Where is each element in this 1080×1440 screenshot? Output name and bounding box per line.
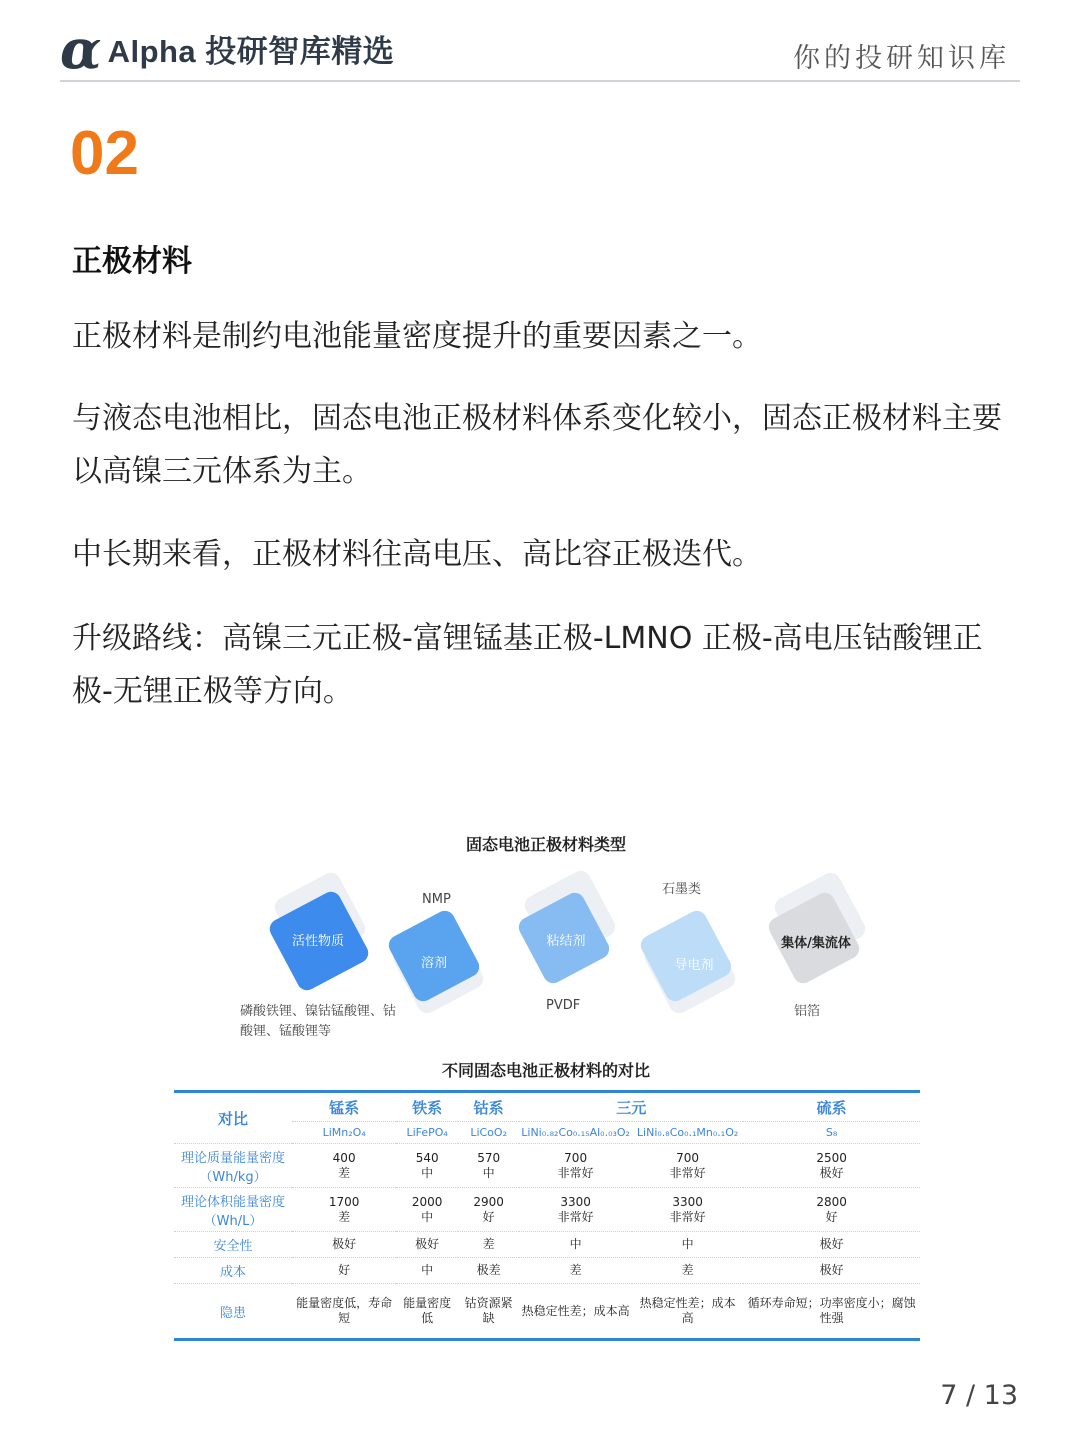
paragraph-2: 与液态电池相比，固态电池正极材料体系变化较小，固态正极材料主要以高镍三元体系为主。: [72, 401, 1002, 489]
table-cell: 差: [458, 1232, 519, 1258]
table-cell: 400 差: [292, 1144, 396, 1188]
table-cell: 循环寿命短；功率密度小；腐蚀性强: [743, 1284, 920, 1340]
note-solvent: NMP: [422, 892, 451, 907]
note-collector: 铝箔: [794, 1004, 821, 1019]
shape-label-solvent: 溶剂: [420, 956, 447, 971]
shape-label-active: 活性物质: [291, 934, 344, 949]
table-cell: 700 非常好: [632, 1144, 743, 1188]
table-cell: 能量密度低: [396, 1284, 458, 1340]
table-group-header: 硫系: [743, 1092, 920, 1122]
figure-title-types: 固态电池正极材料类型: [465, 835, 626, 854]
paragraph-4: 升级路线：高镍三元正极-富锂锰基正极-LMNO 正极-高电压钴酸锂正极-无锂正极等方向。: [72, 621, 983, 709]
table-row-label: 成本: [174, 1258, 292, 1284]
note-active: 磷酸铁锂、镍钴锰酸锂、钴酸锂、锰酸锂等: [240, 1004, 397, 1039]
table-cell: 差: [519, 1258, 632, 1284]
brand-name: Alpha 投研智库精选: [107, 34, 395, 69]
table-formula: LiMn₂O₄: [292, 1122, 396, 1144]
table-cell: 1700 差: [292, 1188, 396, 1232]
section-number: 02: [70, 119, 139, 188]
shape-label-conductive: 导电剂: [674, 958, 714, 973]
table-cell: 差: [632, 1258, 743, 1284]
table-cell: 极好: [743, 1258, 920, 1284]
table-cell: 极好: [292, 1232, 396, 1258]
table-cell: 3300 非常好: [632, 1188, 743, 1232]
comparison-table: [174, 1090, 920, 1341]
table-formula: LiNi₀.₈₂Co₀.₁₅Al₀.₀₃O₂: [519, 1122, 632, 1144]
note-conductive: 石墨类: [662, 882, 702, 897]
table-formula: LiNi₀.₈Co₀.₁Mn₀.₁O₂: [632, 1122, 743, 1144]
tagline: 你的投研知识库: [793, 43, 1010, 74]
figure-title-compare: 不同固态电池正极材料的对比: [441, 1061, 650, 1080]
table-group-header: 铁系: [396, 1092, 458, 1122]
table-cell: 570 中: [458, 1144, 519, 1188]
shape-label-collector: 集体/集流体: [781, 936, 851, 951]
brand: [60, 16, 395, 81]
shape-label-binder: 粘结剂: [546, 934, 586, 949]
table-cell: 中: [519, 1232, 632, 1258]
table-cell: 中: [396, 1258, 458, 1284]
table-corner: 对比: [174, 1092, 292, 1144]
table-cell: 钴资源紧缺: [458, 1284, 519, 1340]
table-cell: 中: [632, 1232, 743, 1258]
table-formula: S₈: [743, 1122, 920, 1144]
table-cell: 热稳定性差；成本高: [519, 1284, 632, 1340]
table-formula: LiFePO₄: [396, 1122, 458, 1144]
table-cell: 极好: [396, 1232, 458, 1258]
table-cell: 700 非常好: [519, 1144, 632, 1188]
table-cell: 540 中: [396, 1144, 458, 1188]
table-cell: 2000 中: [396, 1188, 458, 1232]
figure-image: [170, 822, 922, 1352]
page-indicator: 7 / 13: [940, 1380, 1018, 1411]
table-group-header: 钴系: [458, 1092, 519, 1122]
table-cell: 2500 极好: [743, 1144, 920, 1188]
table-group-header: 锰系: [292, 1092, 396, 1122]
table-row-label: 理论质量能量密度（Wh/kg）: [174, 1144, 292, 1188]
table-cell: 极差: [458, 1258, 519, 1284]
table-cell: 2800 好: [743, 1188, 920, 1232]
table-row-label: 隐患: [174, 1284, 292, 1340]
table-row-label: 安全性: [174, 1232, 292, 1258]
note-binder: PVDF: [546, 998, 581, 1013]
table-cell: 3300 非常好: [519, 1188, 632, 1232]
page-header: [60, 16, 1020, 82]
table-cell: 好: [292, 1258, 396, 1284]
table-cell: 2900 好: [458, 1188, 519, 1232]
table-row-label: 理论体积能量密度（Wh/L）: [174, 1188, 292, 1232]
table-cell: 热稳定性差；成本高: [632, 1284, 743, 1340]
paragraph-1: 正极材料是制约电池能量密度提升的重要因素之一。: [72, 319, 762, 354]
alpha-logo-icon: α: [60, 16, 102, 81]
table-cell: 极好: [743, 1232, 920, 1258]
table-cell: 能量密度低，寿命短: [292, 1284, 396, 1340]
section-title: 正极材料: [72, 244, 192, 279]
paragraph-3: 中长期来看，正极材料往高电压、高比容正极迭代。: [72, 537, 762, 572]
table-formula: LiCoO₂: [458, 1122, 519, 1144]
table-group-header: 三元: [519, 1092, 743, 1122]
